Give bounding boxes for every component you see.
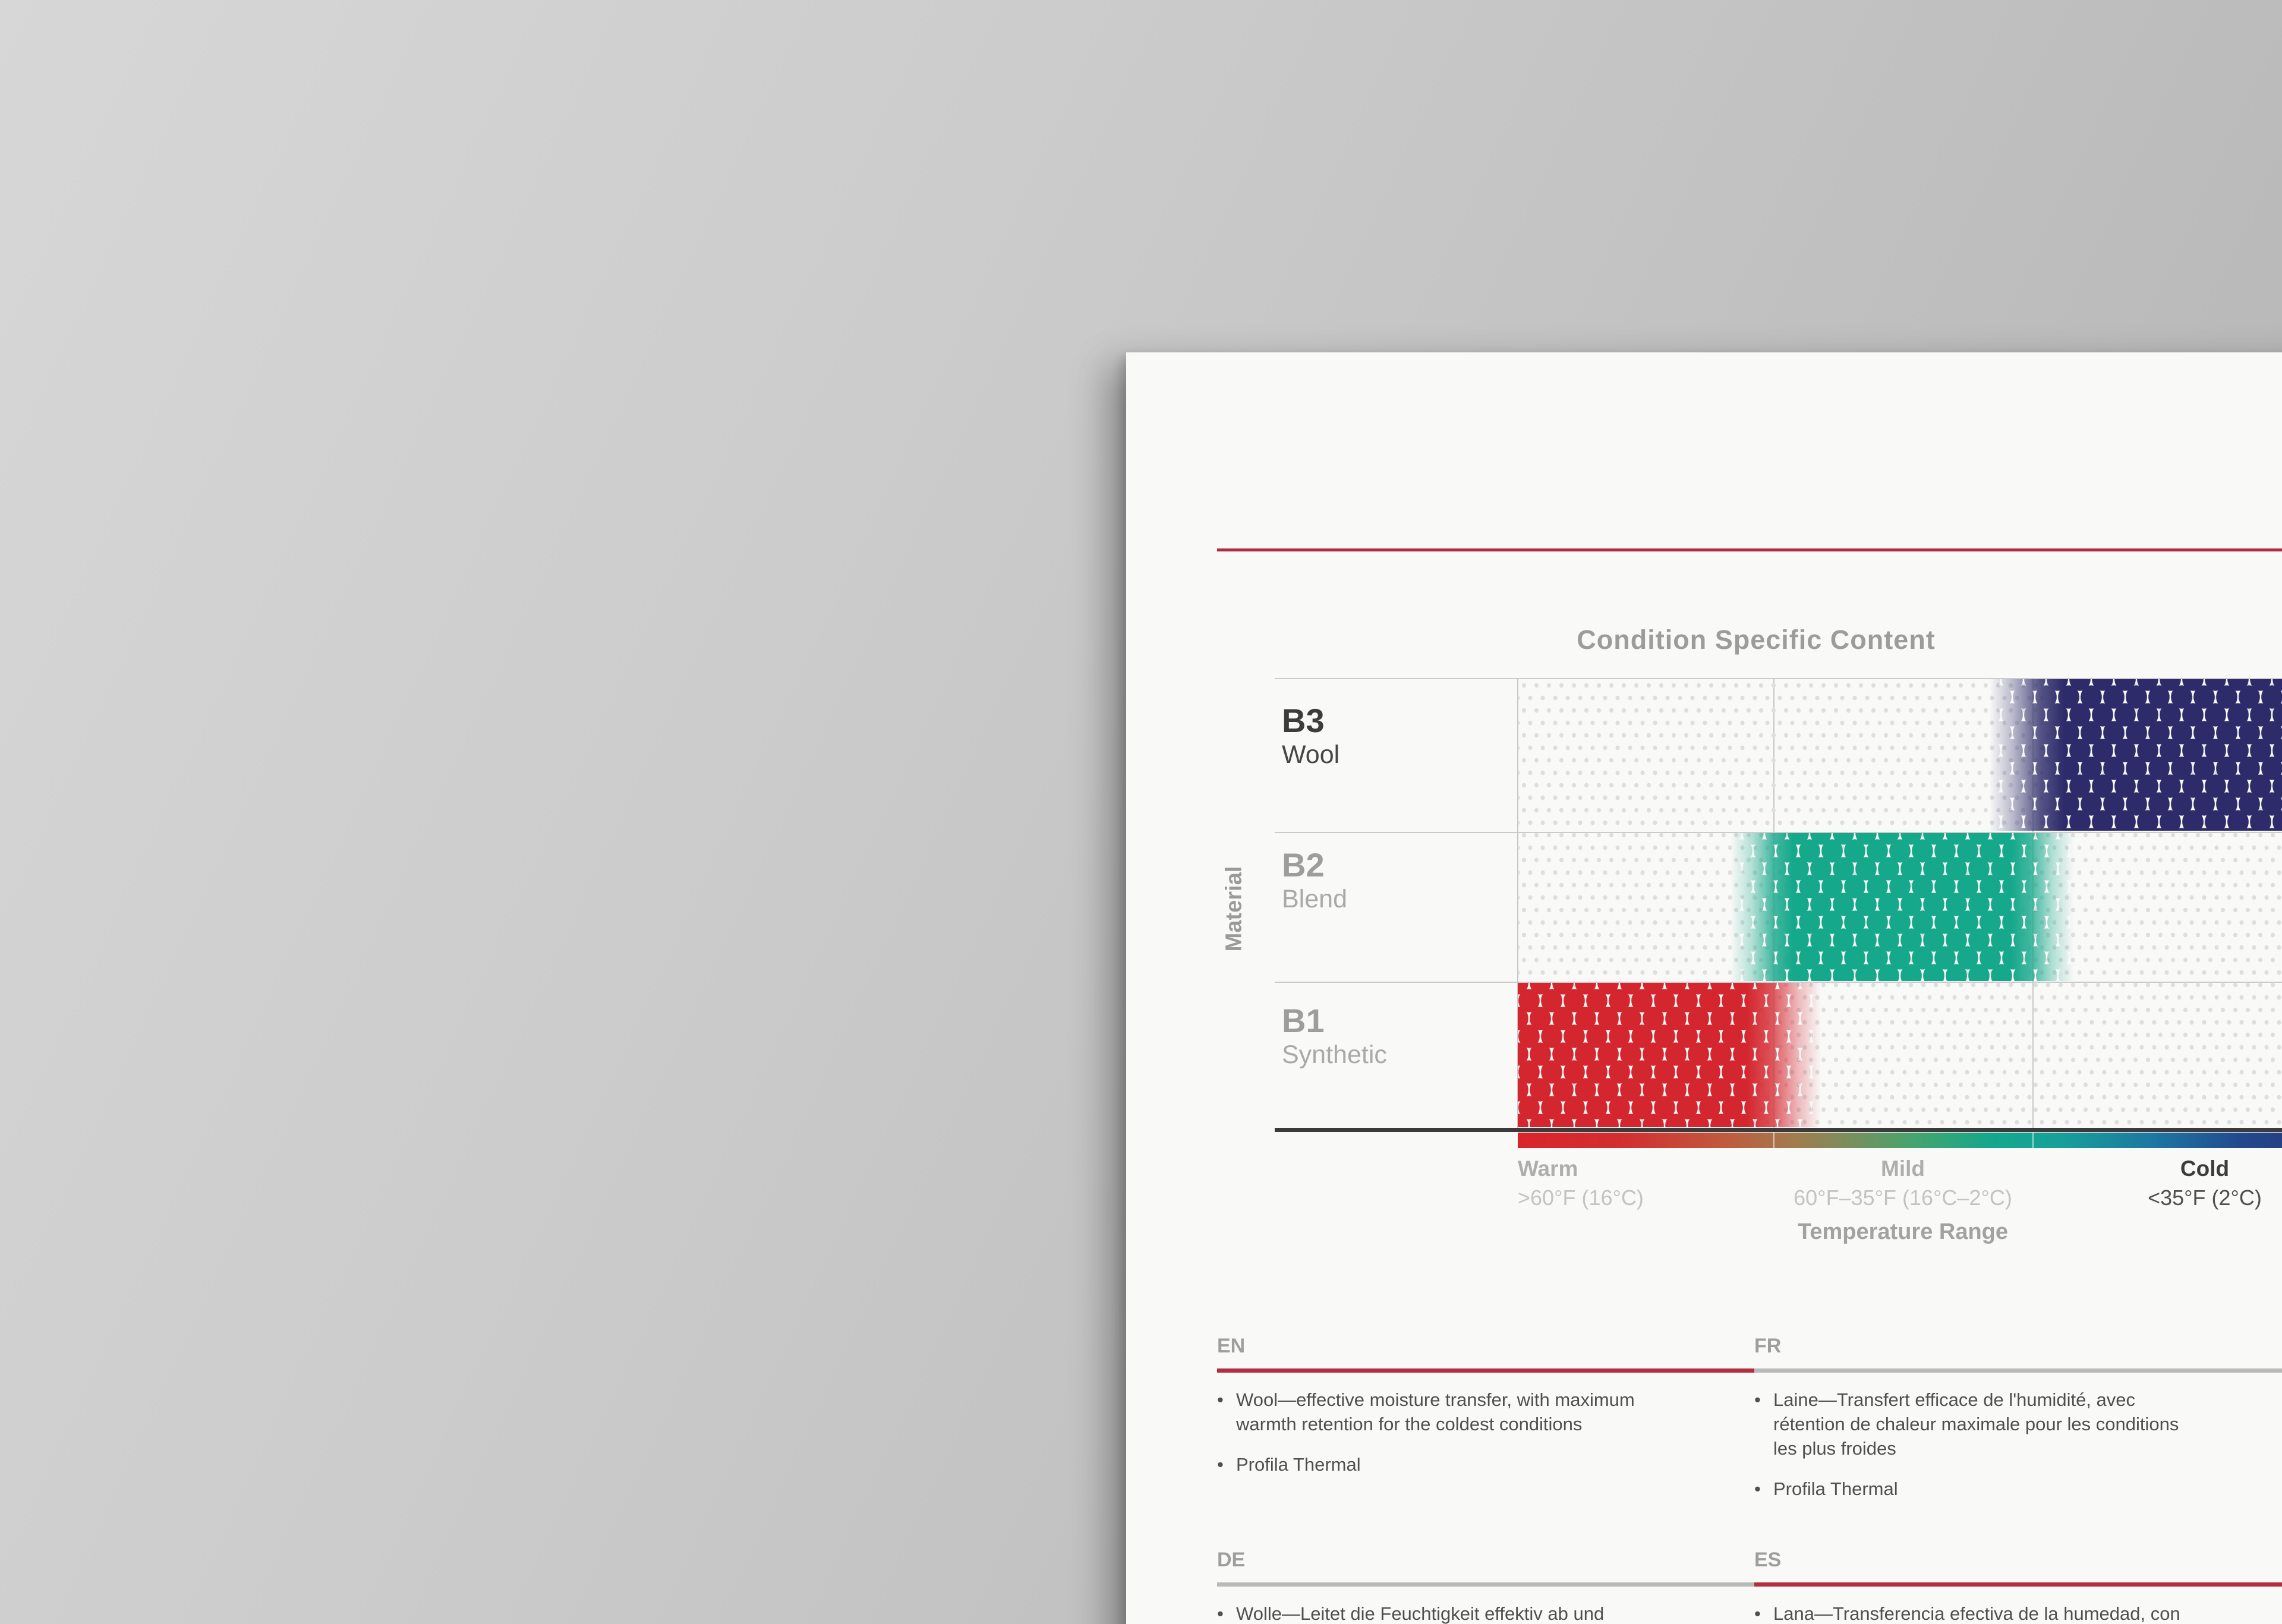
material-name-blend: Blend xyxy=(1282,885,1347,913)
halftone-block-b2-blend-mild xyxy=(1731,833,2074,981)
bullet-text: Wolle—Leitet die Feuchtigkeit effektiv ab und xyxy=(1236,1603,1605,1624)
row-label-b1: B1 xyxy=(1282,1002,1325,1039)
temperature-axis-label: Temperature Range xyxy=(1797,1219,2009,1244)
bullet-list-de xyxy=(1217,1601,1657,1624)
language-rule-fr xyxy=(1754,1368,2282,1373)
bullet-item xyxy=(1754,1388,2194,1461)
material-name-wool: Wool xyxy=(1282,740,1340,769)
tick-sublabel-cold: <35°F (2°C) xyxy=(2148,1185,2262,1210)
language-rule-es xyxy=(1754,1582,2282,1587)
language-code-es: ES xyxy=(1754,1549,1782,1571)
language-section-en xyxy=(1217,1336,1755,1493)
bullet-marker: • xyxy=(1754,1603,1761,1624)
bullet-marker: • xyxy=(1217,1454,1224,1475)
bullet-item xyxy=(1217,1601,1657,1624)
tick-mild xyxy=(1773,1158,2032,1209)
bullet-marker: • xyxy=(1217,1603,1224,1624)
language-code-de: DE xyxy=(1217,1549,1246,1571)
bullet-marker: • xyxy=(1754,1389,1761,1410)
chart-title: Condition Specific Content xyxy=(1577,625,1936,655)
language-section-es xyxy=(1754,1550,2282,1624)
gradient-bar-tick-1 xyxy=(1773,1133,1774,1148)
bullet-text: Profila Thermal xyxy=(1773,1478,1898,1499)
bullet-text: Laine—Transfert efficace de l'humidité, avec rétention de chaleur maximale pour les conditions les plus froides xyxy=(1773,1389,2179,1459)
bullet-text: Wool—effective moisture transfer, with maximum warmth retention for the coldest conditions xyxy=(1236,1389,1635,1434)
language-code-fr: FR xyxy=(1754,1335,1782,1357)
bullet-list-en xyxy=(1217,1388,1657,1477)
bullet-text: Lana—Transferencia efectiva de la humedad, con xyxy=(1773,1603,2180,1624)
bullet-list-fr xyxy=(1754,1388,2194,1501)
bullet-marker: • xyxy=(1217,1389,1224,1410)
row-label-b2: B2 xyxy=(1282,846,1325,884)
material-name-synthetic: Synthetic xyxy=(1282,1040,1387,1069)
gradient-bar-tick-2 xyxy=(2032,1133,2034,1148)
tick-label-mild: Mild xyxy=(1881,1156,1925,1181)
bullet-item xyxy=(1217,1452,1657,1477)
halftone-block-b1-synthetic-warm xyxy=(1518,983,1821,1127)
temperature-gradient-bar xyxy=(1518,1133,2282,1148)
bullet-list-es xyxy=(1754,1601,2194,1624)
row-label-b3: B3 xyxy=(1282,702,1325,739)
tick-sublabel-warm: >60°F (16°C) xyxy=(1518,1185,1644,1210)
bullet-item xyxy=(1217,1388,1657,1436)
material-axis-label: Material xyxy=(1221,866,1247,952)
language-rule-en xyxy=(1217,1368,1755,1373)
paper-page xyxy=(1126,352,2282,1624)
bullet-text: Profila Thermal xyxy=(1236,1454,1361,1475)
tick-sublabel-mild: 60°F–35°F (16°C–2°C) xyxy=(1794,1185,2012,1210)
temperature-axis-line xyxy=(1275,1128,2282,1132)
language-section-de xyxy=(1217,1550,1755,1624)
top-accent-rule xyxy=(1217,548,2282,551)
bullet-item xyxy=(1754,1601,2194,1624)
bullet-marker: • xyxy=(1754,1478,1761,1499)
tick-label-cold: Cold xyxy=(2180,1156,2230,1181)
language-code-en: EN xyxy=(1217,1335,1246,1357)
tick-warm xyxy=(1518,1158,1777,1209)
bullet-item xyxy=(1754,1477,2194,1501)
language-rule-de xyxy=(1217,1582,1755,1587)
halftone-block-b3-wool-cold xyxy=(1990,679,2282,831)
tick-cold xyxy=(2032,1158,2282,1209)
tick-label-warm: Warm xyxy=(1518,1156,1578,1181)
language-section-fr xyxy=(1754,1336,2282,1517)
